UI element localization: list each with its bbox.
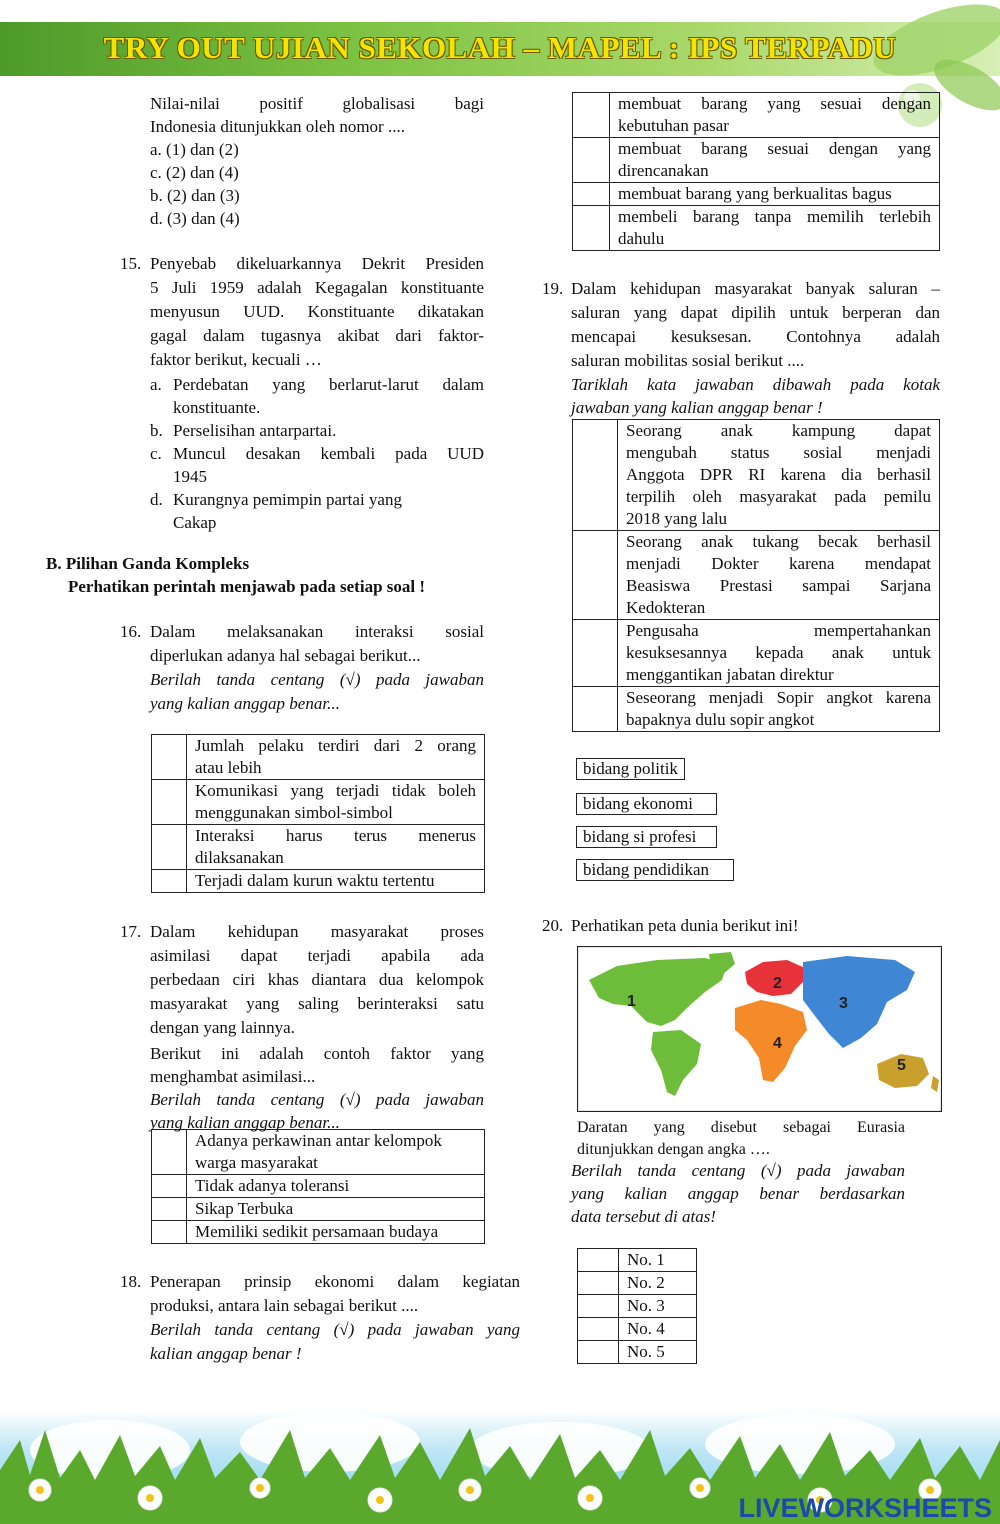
checkbox-cell[interactable]: [573, 183, 610, 206]
checkbox-cell[interactable]: [573, 206, 610, 251]
q19-choice-ekonomi[interactable]: bidang ekonomi: [576, 793, 717, 815]
q19-stem-line: saluran mobilitas sosial berikut ....: [571, 351, 805, 370]
table-row: Seorang anak tukang becak berhasil menjadi Dokter karena mendapat Beasiswa Prestasi sampai Sarjana Kedokteran: [573, 531, 940, 620]
q16-instruction: yang kalian anggap benar...: [150, 694, 340, 713]
q16-stem-line: Dalam melaksanakan interaksi sosial: [150, 622, 484, 641]
map-label-5: 5: [897, 1057, 906, 1074]
table-row: No. 1: [578, 1249, 697, 1272]
table-row: No. 3: [578, 1295, 697, 1318]
q16-instruction: Berilah tanda centang (√) pada jawaban: [150, 670, 484, 689]
q17-stem-line: menghambat asimilasi...: [150, 1067, 316, 1086]
q15-option-c[interactable]: c. Muncul desakan kembali pada UUD 1945: [150, 444, 484, 486]
q19-stem-line: Dalam kehidupan masyarakat banyak saluran –: [571, 279, 940, 298]
q14-stem-line: Indonesia ditunjukkan oleh nomor ....: [150, 117, 405, 136]
q16-checkbox-table: [151, 734, 485, 893]
table-row: No. 4: [578, 1318, 697, 1341]
q14-stem-line: Nilai-nilai positif globalisasi bagi: [150, 94, 484, 113]
checkbox-cell[interactable]: [152, 1130, 187, 1175]
table-row: Komunikasi yang terjadi tidak boleh menggunakan simbol-simbol: [152, 780, 485, 825]
table-row: No. 5: [578, 1341, 697, 1364]
q17-stem-line: asimilasi dapat terjadi apabila ada: [150, 946, 484, 965]
q18-number: 18.: [120, 1272, 142, 1291]
q15-number: 15.: [120, 254, 142, 273]
q19-drop-table: [572, 419, 940, 732]
table-row: Jumlah pelaku terdiri dari 2 orang atau lebih: [152, 735, 485, 780]
q17-number: 17.: [120, 922, 142, 941]
drop-zone-cell[interactable]: [573, 620, 618, 687]
q18-instruction: Berilah tanda centang (√) pada jawaban yang: [150, 1320, 520, 1339]
table-row: Sikap Terbuka: [152, 1198, 485, 1221]
q20-caption: Daratan yang disebut sebagai Eurasia ditunjukkan dengan angka ….: [577, 1119, 905, 1158]
q15-option-a[interactable]: a. Perdebatan yang berlarut-larut dalam konstituante.: [150, 375, 484, 417]
q19-stem-line: saluran yang dapat dipilih untuk berperan dan: [571, 303, 940, 322]
checkbox-cell[interactable]: [152, 1175, 187, 1198]
q19-number: 19.: [542, 279, 564, 298]
checkbox-cell[interactable]: [578, 1295, 619, 1318]
q15-stem-line: gagal dalam tugasnya akibat dari faktor-: [150, 326, 484, 345]
q20-instruction: Berilah tanda centang (√) pada jawaban yang kalian anggap benar berdasarkan data tersebut di atas!: [571, 1161, 905, 1226]
map-label-2: 2: [773, 975, 782, 992]
q15-stem-line: menyusun UUD. Konstituante dikatakan: [150, 302, 484, 321]
q17-stem-line: masyarakat yang saling berinteraksi satu: [150, 994, 484, 1013]
section-b-instruction: Perhatikan perintah menjawab pada setiap soal !: [68, 577, 426, 596]
q15-stem-line: Penyebab dikeluarkannya Dekrit Presiden: [150, 254, 484, 273]
q17-stem-line: Dalam kehidupan masyarakat proses: [150, 922, 484, 941]
table-row: Tidak adanya toleransi: [152, 1175, 485, 1198]
q19-choice-profesi[interactable]: bidang si profesi: [576, 826, 717, 848]
table-row: membeli barang tanpa memilih terlebih dahulu: [573, 206, 940, 251]
checkbox-cell[interactable]: [573, 138, 610, 183]
map-label-1: 1: [627, 993, 636, 1010]
table-row: Seseorang menjadi Sopir angkot karena bapaknya dulu sopir angkot: [573, 687, 940, 732]
q15-option-d[interactable]: d. Kurangnya pemimpin partai yang Cakap: [150, 490, 402, 532]
table-row: Adanya perkawinan antar kelompok warga masyarakat: [152, 1130, 485, 1175]
question-18: [150, 1270, 520, 1366]
table-row: membuat barang sesuai dengan yang direncanakan: [573, 138, 940, 183]
checkbox-cell[interactable]: [152, 735, 187, 780]
world-map: [577, 946, 942, 1112]
q18-stem-line: produksi, antara lain sebagai berikut ....: [150, 1296, 419, 1315]
table-row: membuat barang yang sesuai dengan kebutuhan pasar: [573, 93, 940, 138]
q17-checkbox-table: [151, 1129, 485, 1244]
q19-choice-politik[interactable]: bidang politik: [576, 758, 685, 780]
table-row: Pengusaha mempertahankan kesuksesannya kepada anak untuk menggantikan jabatan direktur: [573, 620, 940, 687]
q17-instruction: yang kalian anggap benar...: [150, 1113, 340, 1132]
q17-stem-line: Berikut ini adalah contoh faktor yang: [150, 1044, 484, 1063]
table-row: membuat barang yang berkualitas bagus: [573, 183, 940, 206]
table-row: Memiliki sedikit persamaan budaya: [152, 1221, 485, 1244]
q16-stem-line: diperlukan adanya hal sebagai berikut...: [150, 646, 421, 665]
q17-stem-line: perbedaan ciri khas diantara dua kelompok: [150, 970, 484, 989]
q16-number: 16.: [120, 622, 142, 641]
q19-stem-line: mencapai kesuksesan. Contohnya adalah: [571, 327, 940, 346]
checkbox-cell[interactable]: [152, 780, 187, 825]
map-label-4: 4: [773, 1035, 782, 1052]
q15-option-b[interactable]: b. Perselisihan antarpartai.: [150, 421, 337, 440]
table-row: Terjadi dalam kurun waktu tertentu: [152, 870, 485, 893]
q14-option[interactable]: c. (2) dan (4): [150, 163, 239, 182]
question-16: [150, 620, 484, 716]
checkbox-cell[interactable]: [578, 1272, 619, 1295]
map-label-3: 3: [839, 995, 848, 1012]
checkbox-cell[interactable]: [152, 870, 187, 893]
q20-stem: Perhatikan peta dunia berikut ini!: [571, 916, 799, 935]
q15-stem-line: faktor berikut, kecuali …: [150, 350, 322, 369]
table-row: Seorang anak kampung dapat mengubah status sosial menjadi Anggota DPR RI karena dia berhasil terpilih oleh masyarakat pada pemilu 2018 yang lalu: [573, 420, 940, 531]
q15-stem-line: 5 Juli 1959 adalah Kegagalan konstituante: [150, 278, 484, 297]
q17-stem-line: dengan yang lainnya.: [150, 1018, 295, 1037]
checkbox-cell[interactable]: [578, 1249, 619, 1272]
table-row: No. 2: [578, 1272, 697, 1295]
table-row: Interaksi harus terus menerus dilaksanakan: [152, 825, 485, 870]
drop-zone-cell[interactable]: [573, 687, 618, 732]
question-19: [571, 277, 940, 419]
q20-checkbox-table: [577, 1248, 697, 1364]
question-17: [150, 920, 484, 1134]
page-title: TRY OUT UJIAN SEKOLAH – MAPEL : IPS TERPADU: [103, 30, 897, 65]
q19-instruction: Tariklah kata jawaban dibawah pada kotak: [571, 375, 940, 394]
q19-choice-pendidikan[interactable]: bidang pendidikan: [576, 859, 734, 881]
section-b-title: B. Pilihan Ganda Kompleks: [46, 554, 250, 573]
question-14: [150, 92, 484, 230]
checkbox-cell[interactable]: [578, 1341, 619, 1364]
q14-option[interactable]: a. (1) dan (2): [150, 140, 239, 159]
question-15: [150, 252, 484, 534]
liveworksheets-logo: LIVEWORKSHEETS: [738, 1493, 992, 1523]
q19-instruction: jawaban yang kalian anggap benar !: [571, 398, 823, 417]
checkbox-cell[interactable]: [152, 825, 187, 870]
drop-zone-cell[interactable]: [573, 531, 618, 620]
q18-instruction: kalian anggap benar !: [150, 1344, 302, 1363]
q17-instruction: Berilah tanda centang (√) pada jawaban: [150, 1090, 484, 1109]
q14-option[interactable]: b. (2) dan (3): [150, 186, 240, 205]
q18-stem-line: Penerapan prinsip ekonomi dalam kegiatan: [150, 1272, 520, 1291]
checkbox-cell[interactable]: [152, 1198, 187, 1221]
checkbox-cell[interactable]: [152, 1221, 187, 1244]
checkbox-cell[interactable]: [578, 1318, 619, 1341]
q20-number: 20.: [542, 916, 564, 935]
checkbox-cell[interactable]: [573, 93, 610, 138]
drop-zone-cell[interactable]: [573, 420, 618, 531]
q18-checkbox-table: [572, 92, 940, 251]
q14-option[interactable]: d. (3) dan (4): [150, 209, 240, 228]
